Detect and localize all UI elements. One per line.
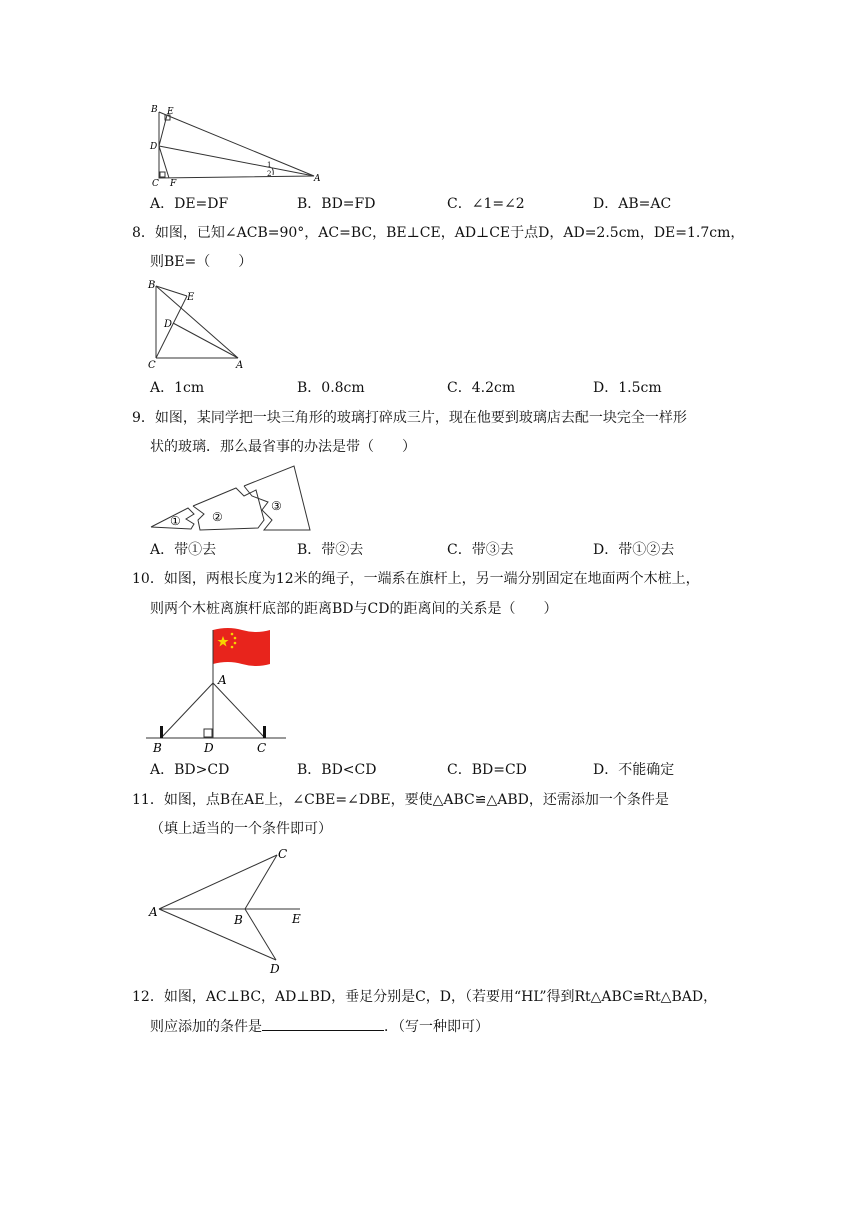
q11-label-e: E bbox=[292, 912, 301, 926]
q9-stem-line1: 9．如图，某同学把一块三角形的玻璃打碎成三片，现在他要到玻璃店去配一块完全一样形 bbox=[132, 410, 687, 426]
q8-stem-line2: 则BE=（ ） bbox=[150, 254, 253, 270]
flag-icon bbox=[213, 628, 270, 666]
q8-label-e: E bbox=[187, 292, 195, 303]
q9-piece-2: ② bbox=[212, 510, 223, 524]
q11-label-d: D bbox=[270, 962, 280, 976]
q8-option-c[interactable]: C．4.2cm bbox=[447, 380, 516, 396]
q11-stem-line1: 11．如图，点B在AE上，∠CBE=∠DBE，要使△ABC≌△ABD，还需添加一个条件是 bbox=[132, 792, 669, 808]
q11-label-c: C bbox=[278, 847, 288, 861]
q10-option-a[interactable]: A．BD>CD bbox=[150, 762, 230, 778]
q7-option-a[interactable]: A．DE=DF bbox=[150, 196, 229, 212]
q7-label-angle1: 1 bbox=[267, 161, 272, 169]
q11-label-a: A bbox=[149, 905, 158, 919]
q10-label-c: C bbox=[257, 741, 267, 755]
q10-label-d: D bbox=[204, 741, 214, 755]
q7-label-f: F bbox=[170, 179, 177, 189]
q8-label-a: A bbox=[236, 360, 244, 371]
q9-piece-3: ③ bbox=[271, 499, 282, 513]
q8-label-b: B bbox=[148, 280, 156, 291]
q10-option-b[interactable]: B．BD<CD bbox=[297, 762, 377, 778]
q8-stem-line1: 8．如图，已知∠ACB=90°，AC=BC，BE⊥CE，AD⊥CE于点D，AD=2.5cm，DE=1.7cm， bbox=[132, 225, 745, 241]
q8-option-b[interactable]: B．0.8cm bbox=[297, 380, 365, 396]
q7-label-e: E bbox=[167, 107, 174, 117]
q9-option-a[interactable]: A．带①去 bbox=[150, 542, 217, 558]
q11-figure bbox=[145, 842, 315, 978]
q7-label-a: A bbox=[314, 174, 321, 184]
q10-figure bbox=[146, 626, 291, 756]
q8-option-d[interactable]: D．1.5cm bbox=[593, 380, 662, 396]
q11-label-b: B bbox=[234, 913, 243, 927]
q8-label-c: C bbox=[148, 360, 156, 371]
q10-stem-line1: 10．如图，两根长度为12米的绳子，一端系在旗杆上，另一端分别固定在地面两个木桩上， bbox=[132, 571, 700, 587]
q9-option-b[interactable]: B．带②去 bbox=[297, 542, 364, 558]
q12-stem-suffix: ．（写一种即可） bbox=[384, 1019, 489, 1035]
q10-label-a: A bbox=[218, 673, 227, 687]
q7-label-d: D bbox=[150, 142, 158, 152]
q11-stem-line2: （填上适当的一个条件即可） bbox=[150, 821, 332, 837]
q10-stem-line2: 则两个木桩离旗杆底部的距离BD与CD的距离间的关系是（ ） bbox=[150, 601, 558, 617]
q9-option-c[interactable]: C．带③去 bbox=[447, 542, 514, 558]
q12-stem-line1: 12．如图，AC⊥BC，AD⊥BD，垂足分别是C，D，（若要用“HL”得到Rt△ABC≌Rt△BAD， bbox=[132, 989, 718, 1005]
q7-label-b: B bbox=[151, 105, 158, 115]
q10-option-d[interactable]: D．不能确定 bbox=[593, 762, 675, 778]
q7-label-c: C bbox=[152, 179, 159, 189]
q12-stem-prefix: 则应添加的条件是 bbox=[150, 1019, 262, 1035]
q8-option-a[interactable]: A．1cm bbox=[150, 380, 205, 396]
q9-stem-line2: 状的玻璃．那么最省事的办法是带（ ） bbox=[150, 439, 416, 455]
q8-figure bbox=[140, 276, 260, 372]
q7-figure bbox=[140, 100, 330, 190]
q12-answer-blank[interactable] bbox=[262, 1016, 384, 1031]
q8-label-d: D bbox=[164, 319, 173, 330]
q9-option-d[interactable]: D．带①②去 bbox=[593, 542, 675, 558]
q7-option-c[interactable]: C．∠1=∠2 bbox=[447, 196, 525, 212]
q7-label-angle2: 2 bbox=[267, 170, 272, 178]
q7-option-d[interactable]: D．AB=AC bbox=[593, 196, 672, 212]
q9-figure bbox=[148, 462, 318, 534]
q10-label-b: B bbox=[153, 741, 162, 755]
q10-option-c[interactable]: C．BD=CD bbox=[447, 762, 527, 778]
q9-piece-1: ① bbox=[170, 514, 181, 528]
q7-option-b[interactable]: B．BD=FD bbox=[297, 196, 376, 212]
q12-stem-line2 bbox=[150, 1016, 489, 1037]
